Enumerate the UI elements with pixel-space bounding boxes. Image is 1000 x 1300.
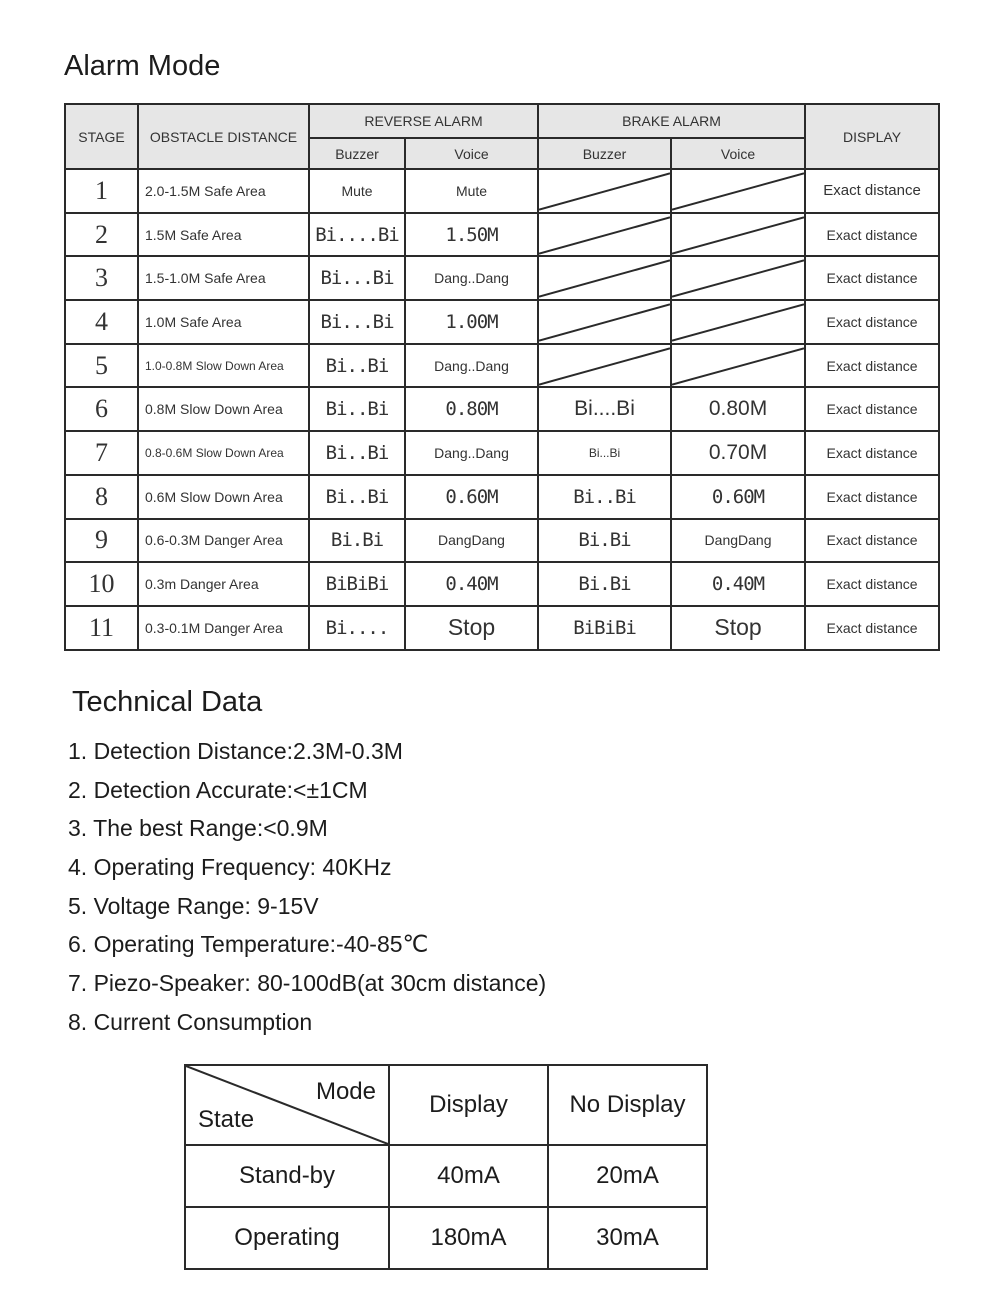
header-display-col: Display — [389, 1065, 548, 1145]
technical-data-title: Technical Data — [72, 686, 263, 718]
obstacle-distance: 0.6M Slow Down Area — [138, 475, 309, 519]
display-current: 40mA — [389, 1145, 548, 1207]
table-row — [65, 256, 939, 300]
mode-state-corner — [185, 1065, 389, 1145]
list-item: 3. The best Range:<0.9M — [68, 815, 328, 842]
reverse-voice: Stop — [405, 606, 538, 650]
brake-voice-none — [671, 344, 805, 388]
brake-voice-none — [671, 300, 805, 344]
header-obstacle-distance: OBSTACLE DISTANCE — [138, 104, 309, 169]
table-row — [65, 169, 939, 213]
obstacle-distance: 1.0-0.8M Slow Down Area — [138, 344, 309, 388]
display-value: Exact distance — [805, 431, 939, 475]
obstacle-distance: 1.0M Safe Area — [138, 300, 309, 344]
obstacle-distance: 1.5-1.0M Safe Area — [138, 256, 309, 300]
stage-number: 4 — [65, 300, 138, 344]
header-reverse-alarm: REVERSE ALARM — [309, 104, 538, 138]
brake-voice-none — [671, 169, 805, 213]
reverse-voice: Mute — [405, 169, 538, 213]
stage-number: 3 — [65, 256, 138, 300]
brake-buzzer-none — [538, 344, 671, 388]
list-item: 4. Operating Frequency: 40KHz — [68, 854, 392, 881]
header-no-display-col: No Display — [548, 1065, 707, 1145]
stage-number: 7 — [65, 431, 138, 475]
technical-data-list — [68, 732, 546, 1042]
reverse-buzzer: Bi....Bi — [309, 213, 405, 257]
list-item: 8. Current Consumption — [68, 1008, 313, 1035]
alarm-mode-title: Alarm Mode — [64, 50, 221, 82]
brake-buzzer-none — [538, 300, 671, 344]
header-reverse-buzzer: Buzzer — [309, 138, 405, 169]
header-reverse-voice: Voice — [405, 138, 538, 169]
brake-buzzer: Bi....Bi — [538, 387, 671, 431]
display-value: Exact distance — [805, 213, 939, 257]
display-value: Exact distance — [805, 519, 939, 563]
obstacle-distance: 0.3m Danger Area — [138, 562, 309, 606]
display-current: 180mA — [389, 1207, 548, 1269]
no-display-current: 30mA — [548, 1207, 707, 1269]
brake-buzzer-none — [538, 169, 671, 213]
table-row — [185, 1207, 707, 1269]
current-consumption-table — [184, 1064, 708, 1270]
stage-number: 2 — [65, 213, 138, 257]
stage-number: 6 — [65, 387, 138, 431]
brake-buzzer-none — [538, 213, 671, 257]
stage-number: 11 — [65, 606, 138, 650]
brake-voice: Stop — [671, 606, 805, 650]
reverse-buzzer: Bi...Bi — [309, 300, 405, 344]
list-item: 7. Piezo-Speaker: 80-100dB(at 30cm distance) — [68, 970, 547, 997]
display-value: Exact distance — [805, 256, 939, 300]
reverse-voice: Dang..Dang — [405, 256, 538, 300]
no-display-current: 20mA — [548, 1145, 707, 1207]
reverse-voice: 1.50M — [405, 213, 538, 257]
display-value: Exact distance — [805, 475, 939, 519]
reverse-voice: Dang..Dang — [405, 431, 538, 475]
stage-number: 5 — [65, 344, 138, 388]
reverse-buzzer: Bi..Bi — [309, 387, 405, 431]
reverse-voice: DangDang — [405, 519, 538, 563]
table-row — [65, 475, 939, 519]
brake-buzzer: Bi.Bi — [538, 519, 671, 563]
brake-voice: 0.40M — [671, 562, 805, 606]
state-label: Operating — [185, 1207, 389, 1269]
obstacle-distance: 1.5M Safe Area — [138, 213, 309, 257]
list-item: 1. Detection Distance:2.3M-0.3M — [68, 738, 403, 764]
list-item: 5. Voltage Range: 9-15V — [68, 892, 319, 919]
reverse-buzzer: Mute — [309, 169, 405, 213]
reverse-voice: 1.00M — [405, 300, 538, 344]
obstacle-distance: 0.8M Slow Down Area — [138, 387, 309, 431]
display-value: Exact distance — [805, 169, 939, 213]
list-item: 2. Detection Accurate:<±1CM — [68, 776, 368, 803]
corner-state-label: State — [198, 1106, 255, 1133]
alarm-mode-table — [64, 103, 940, 651]
display-value: Exact distance — [805, 606, 939, 650]
table-row — [65, 387, 939, 431]
reverse-voice: Dang..Dang — [405, 344, 538, 388]
header-brake-buzzer: Buzzer — [538, 138, 671, 169]
header-brake-voice: Voice — [671, 138, 805, 169]
reverse-voice: 0.40M — [405, 562, 538, 606]
table-row — [185, 1145, 707, 1207]
reverse-voice: 0.80M — [405, 387, 538, 431]
display-value: Exact distance — [805, 300, 939, 344]
table-row — [65, 606, 939, 650]
reverse-buzzer: Bi...Bi — [309, 256, 405, 300]
corner-mode-label: Mode — [315, 1078, 376, 1105]
obstacle-distance: 0.3-0.1M Danger Area — [138, 606, 309, 650]
header-brake-alarm: BRAKE ALARM — [538, 104, 805, 138]
obstacle-distance: 2.0-1.5M Safe Area — [138, 169, 309, 213]
table-row — [65, 213, 939, 257]
table-row — [65, 562, 939, 606]
header-stage: STAGE — [65, 104, 138, 169]
reverse-buzzer: Bi.Bi — [309, 519, 405, 563]
reverse-buzzer: Bi.... — [309, 606, 405, 650]
obstacle-distance: 0.8-0.6M Slow Down Area — [138, 431, 309, 475]
reverse-voice: 0.60M — [405, 475, 538, 519]
stage-number: 9 — [65, 519, 138, 563]
obstacle-distance: 0.6-0.3M Danger Area — [138, 519, 309, 563]
brake-voice: 0.70M — [671, 431, 805, 475]
table-row — [65, 344, 939, 388]
brake-voice: DangDang — [671, 519, 805, 563]
reverse-buzzer: Bi..Bi — [309, 344, 405, 388]
table-row — [65, 519, 939, 563]
brake-voice-none — [671, 213, 805, 257]
brake-buzzer: Bi...Bi — [538, 431, 671, 475]
stage-number: 10 — [65, 562, 138, 606]
state-label: Stand-by — [185, 1145, 389, 1207]
header-display: DISPLAY — [805, 104, 939, 169]
brake-buzzer-none — [538, 256, 671, 300]
list-item: 6. Operating Temperature:-40-85℃ — [68, 931, 429, 958]
reverse-buzzer: Bi..Bi — [309, 431, 405, 475]
table-row — [65, 300, 939, 344]
reverse-buzzer: BiBiBi — [309, 562, 405, 606]
display-value: Exact distance — [805, 562, 939, 606]
display-value: Exact distance — [805, 387, 939, 431]
reverse-buzzer: Bi..Bi — [309, 475, 405, 519]
brake-buzzer: BiBiBi — [538, 606, 671, 650]
stage-number: 1 — [65, 169, 138, 213]
brake-buzzer: Bi.Bi — [538, 562, 671, 606]
display-value: Exact distance — [805, 344, 939, 388]
table-row — [65, 431, 939, 475]
brake-voice-none — [671, 256, 805, 300]
brake-voice: 0.80M — [671, 387, 805, 431]
brake-buzzer: Bi..Bi — [538, 475, 671, 519]
stage-number: 8 — [65, 475, 138, 519]
brake-voice: 0.60M — [671, 475, 805, 519]
